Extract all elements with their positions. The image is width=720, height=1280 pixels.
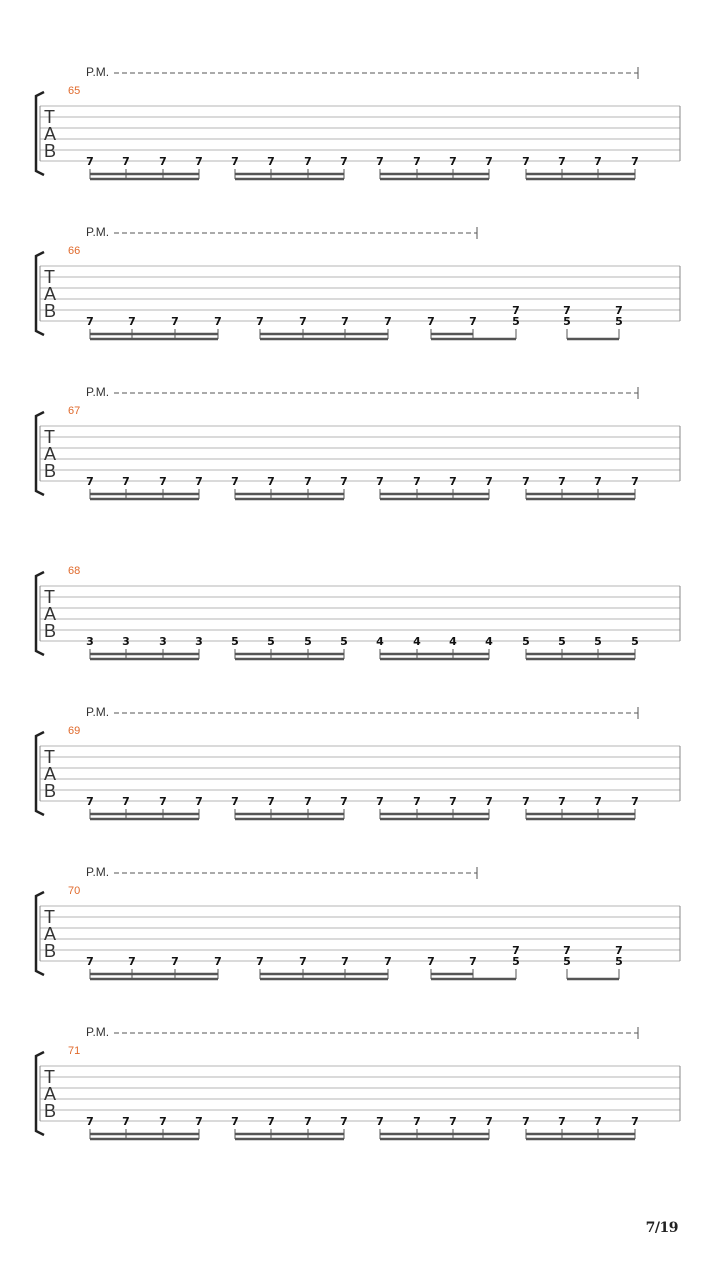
fret-number: 7 <box>195 1115 203 1128</box>
tab-clef-letter: B <box>44 621 57 641</box>
fret-number: 5 <box>631 635 639 648</box>
fret-number: 7 <box>631 795 639 808</box>
tab-clef-letter: B <box>44 1101 57 1121</box>
fret-number: 7 <box>86 315 94 328</box>
fret-number: 7 <box>122 795 130 808</box>
fret-number: 5 <box>512 955 520 968</box>
fret-number: 7 <box>256 955 264 968</box>
fret-number: 7 <box>376 795 384 808</box>
fret-number: 7 <box>86 475 94 488</box>
fret-number: 7 <box>159 1115 167 1128</box>
fret-number: 7 <box>449 1115 457 1128</box>
fret-number: 4 <box>376 635 384 648</box>
fret-number: 7 <box>86 955 94 968</box>
fret-number: 3 <box>86 635 94 648</box>
fret-number: 5 <box>522 635 530 648</box>
tab-clef-letter: T <box>44 907 55 927</box>
fret-number: 7 <box>340 1115 348 1128</box>
fret-number: 7 <box>376 1115 384 1128</box>
fret-number: 7 <box>256 315 264 328</box>
fret-number: 7 <box>231 795 239 808</box>
fret-number: 7 <box>128 955 136 968</box>
fret-number: 7 <box>512 944 520 957</box>
fret-number: 5 <box>231 635 239 648</box>
fret-number: 7 <box>594 155 602 168</box>
fret-number: 7 <box>86 1115 94 1128</box>
fret-number: 7 <box>427 315 435 328</box>
fret-number: 7 <box>522 1115 530 1128</box>
fret-number: 3 <box>159 635 167 648</box>
measure-number: 66 <box>68 245 81 257</box>
measure-number: 65 <box>68 85 81 97</box>
tab-clef-letter: T <box>44 107 55 127</box>
fret-number: 7 <box>449 795 457 808</box>
measure-number: 71 <box>68 1045 81 1057</box>
fret-number: 7 <box>563 944 571 957</box>
fret-number: 5 <box>615 315 623 328</box>
palm-mute-label: P.M. <box>86 705 110 719</box>
tab-clef-letter: A <box>44 604 57 624</box>
fret-number: 7 <box>376 475 384 488</box>
fret-number: 7 <box>558 1115 566 1128</box>
fret-number: 5 <box>512 315 520 328</box>
fret-number: 7 <box>594 795 602 808</box>
fret-number: 7 <box>159 155 167 168</box>
fret-number: 7 <box>631 155 639 168</box>
fret-number: 7 <box>304 1115 312 1128</box>
fret-number: 5 <box>558 635 566 648</box>
measure-number: 68 <box>68 565 81 577</box>
fret-number: 5 <box>615 955 623 968</box>
tab-clef-letter: T <box>44 1067 55 1087</box>
fret-number: 4 <box>485 635 493 648</box>
fret-number: 7 <box>231 475 239 488</box>
fret-number: 3 <box>122 635 130 648</box>
fret-number: 7 <box>449 475 457 488</box>
fret-number: 3 <box>195 635 203 648</box>
fret-number: 7 <box>522 155 530 168</box>
fret-number: 7 <box>341 315 349 328</box>
fret-number: 7 <box>558 795 566 808</box>
fret-number: 5 <box>594 635 602 648</box>
fret-number: 7 <box>299 955 307 968</box>
fret-number: 7 <box>413 475 421 488</box>
fret-number: 7 <box>522 475 530 488</box>
fret-number: 7 <box>128 315 136 328</box>
tab-clef-letter: A <box>44 764 57 784</box>
fret-number: 7 <box>340 155 348 168</box>
fret-number: 7 <box>558 475 566 488</box>
measure-number: 67 <box>68 405 81 417</box>
fret-number: 7 <box>469 955 477 968</box>
fret-number: 7 <box>214 315 222 328</box>
fret-number: 7 <box>304 155 312 168</box>
fret-number: 7 <box>615 944 623 957</box>
fret-number: 7 <box>86 795 94 808</box>
fret-number: 7 <box>485 155 493 168</box>
fret-number: 7 <box>159 795 167 808</box>
fret-number: 7 <box>304 475 312 488</box>
fret-number: 7 <box>267 1115 275 1128</box>
fret-number: 7 <box>485 795 493 808</box>
fret-number: 7 <box>171 315 179 328</box>
palm-mute-label: P.M. <box>86 865 110 879</box>
fret-number: 7 <box>413 155 421 168</box>
tab-clef-letter: A <box>44 1084 57 1104</box>
fret-number: 7 <box>512 304 520 317</box>
measure-number: 70 <box>68 885 81 897</box>
fret-number: 7 <box>267 155 275 168</box>
fret-number: 7 <box>594 475 602 488</box>
measure-number: 69 <box>68 725 81 737</box>
fret-number: 7 <box>159 475 167 488</box>
fret-number: 5 <box>267 635 275 648</box>
palm-mute-label: P.M. <box>86 1025 110 1039</box>
fret-number: 7 <box>615 304 623 317</box>
fret-number: 7 <box>231 1115 239 1128</box>
fret-number: 7 <box>558 155 566 168</box>
tab-clef-letter: A <box>44 284 57 304</box>
palm-mute-label: P.M. <box>86 385 110 399</box>
fret-number: 5 <box>563 315 571 328</box>
fret-number: 7 <box>267 475 275 488</box>
fret-number: 7 <box>485 1115 493 1128</box>
fret-number: 7 <box>195 795 203 808</box>
fret-number: 7 <box>631 475 639 488</box>
fret-number: 7 <box>267 795 275 808</box>
tab-clef-letter: B <box>44 141 57 161</box>
fret-number: 7 <box>594 1115 602 1128</box>
tab-clef-letter: T <box>44 267 55 287</box>
fret-number: 7 <box>214 955 222 968</box>
fret-number: 7 <box>299 315 307 328</box>
tab-clef-letter: T <box>44 747 55 767</box>
fret-number: 7 <box>122 155 130 168</box>
fret-number: 5 <box>340 635 348 648</box>
fret-number: 7 <box>195 155 203 168</box>
fret-number: 7 <box>340 475 348 488</box>
fret-number: 7 <box>413 795 421 808</box>
fret-number: 7 <box>384 315 392 328</box>
tab-clef-letter: B <box>44 941 57 961</box>
fret-number: 7 <box>231 155 239 168</box>
fret-number: 7 <box>563 304 571 317</box>
fret-number: 5 <box>563 955 571 968</box>
fret-number: 7 <box>413 1115 421 1128</box>
fret-number: 7 <box>122 1115 130 1128</box>
fret-number: 7 <box>485 475 493 488</box>
fret-number: 7 <box>341 955 349 968</box>
fret-number: 7 <box>449 155 457 168</box>
fret-number: 7 <box>171 955 179 968</box>
fret-number: 7 <box>427 955 435 968</box>
tab-clef-letter: A <box>44 124 57 144</box>
palm-mute-label: P.M. <box>86 65 110 79</box>
tab-clef-letter: A <box>44 444 57 464</box>
fret-number: 7 <box>384 955 392 968</box>
tab-clef-letter: B <box>44 301 57 321</box>
fret-number: 7 <box>195 475 203 488</box>
fret-number: 7 <box>304 795 312 808</box>
tab-clef-letter: B <box>44 461 57 481</box>
fret-number: 7 <box>340 795 348 808</box>
fret-number: 4 <box>449 635 457 648</box>
tab-clef-letter: B <box>44 781 57 801</box>
fret-number: 7 <box>122 475 130 488</box>
fret-number: 7 <box>86 155 94 168</box>
palm-mute-label: P.M. <box>86 225 110 239</box>
fret-number: 7 <box>376 155 384 168</box>
fret-number: 7 <box>631 1115 639 1128</box>
tab-clef-letter: A <box>44 924 57 944</box>
page-number: 7/19 <box>645 1220 678 1236</box>
tab-clef-letter: T <box>44 587 55 607</box>
fret-number: 5 <box>304 635 312 648</box>
fret-number: 4 <box>413 635 421 648</box>
tab-clef-letter: T <box>44 427 55 447</box>
fret-number: 7 <box>522 795 530 808</box>
fret-number: 7 <box>469 315 477 328</box>
